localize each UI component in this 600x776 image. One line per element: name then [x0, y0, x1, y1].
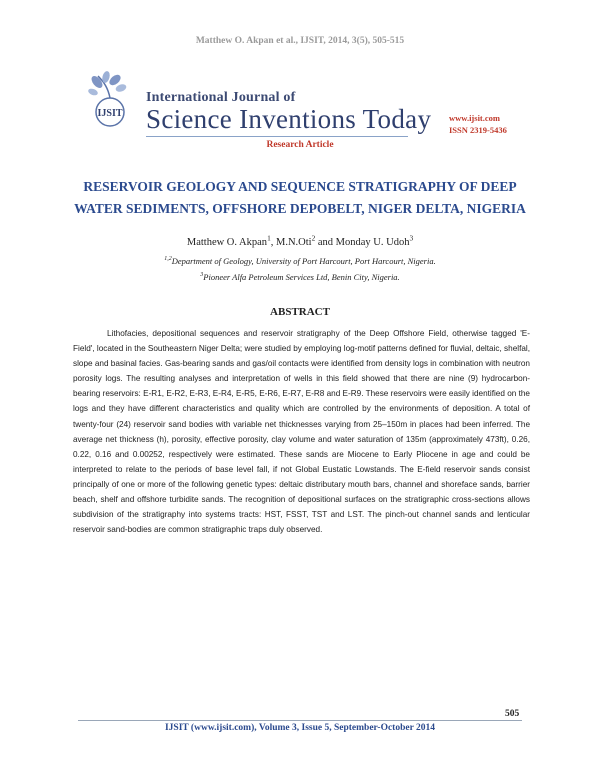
- logo-text: IJSIT: [97, 108, 123, 119]
- author-affiliation-mark: 1: [267, 233, 271, 243]
- journal-name-line2: Science Inventions Today: [146, 104, 432, 134]
- abstract-heading: ABSTRACT: [270, 306, 330, 318]
- author-name: M.N.Oti: [275, 237, 312, 248]
- article-type: Research Article: [266, 140, 334, 150]
- author-affiliation-mark: 3: [409, 233, 414, 243]
- logo-emblem-icon: [84, 68, 142, 130]
- journal-logo: [84, 68, 142, 130]
- page-number: 505: [505, 709, 520, 719]
- journal-issn: ISSN 2319-5436: [449, 125, 507, 135]
- article-title: RESERVOIR GEOLOGY AND SEQUENCE STRATIGRAPHY OF DEEP WATER SEDIMENTS, OFFSHORE DEPOBELT, NIGER DELTA, NIGERIA: [74, 179, 526, 216]
- running-head: Matthew O. Akpan et al., IJSIT, 2014, 3(5), 505-515: [195, 36, 405, 46]
- journal-divider: [146, 136, 408, 137]
- affiliation-text: Department of Geology, University of Port Harcourt, Port Harcourt, Nigeria.: [171, 256, 436, 266]
- author-name: Monday U. Udoh: [335, 237, 410, 248]
- footer-citation: IJSIT (www.ijsit.com), Volume 3, Issue 5, September-October 2014: [164, 723, 436, 733]
- affiliation: [0, 256, 600, 266]
- author-affiliation-mark: 2: [311, 233, 316, 243]
- journal-name-line1: International Journal of: [146, 90, 296, 105]
- footer-divider: [78, 720, 522, 721]
- affiliation-text: Pioneer Alfa Petroleum Services Ltd, Benin City, Nigeria.: [203, 272, 400, 282]
- journal-website[interactable]: www.ijsit.com: [449, 113, 500, 123]
- author-conjunction: and: [317, 237, 334, 248]
- affiliation-mark: 1,2: [164, 256, 172, 263]
- author-name: Matthew O. Akpan: [186, 237, 268, 248]
- affiliation-mark: 3: [200, 272, 204, 279]
- affiliation: [0, 272, 600, 282]
- author-list: Matthew O. Akpan$^1$, M.N.Oti$^2$ and Monday U. Udoh$^3$: [186, 233, 414, 248]
- abstract-body: Lithofacies, depositional sequences and reservoir stratigraphy of the Deep Offshore Field, otherwise tagged 'E-Field', located in the Southeastern Niger Delta; were studied by employing log-motif patterns defined for fluvial, deltaic, shelfal, slope and basinal facies. Gas-bearing sands and gas/oil contacts were identified from density logs in combination with neutron porosity logs. The resulting analyses and interpretation of wells in this field showed that there are nine (9) hydrocarbon-bearing reservoirs: E-R1, E-R2, E-R3, E-R4, E-R5, E-R6, E-R7, E-R8 and E-R9. These reservoirs were easily identified on the logs and they have different characteristics and quality which are controlled by the environments of deposition. A total of twenty-four (24) reservoir sand bodies with variable net thicknesses varying from 25–150m in places had been inferred. The average net thickness (h), porosity, effective porosity, clay volume and water saturation of 135m (approximately 473ft), 0.26, 0.22, 0.16 and 0.00252, respectively were estimated. These sands are Miocene to Early Pliocene in age and could be interpreted to relate to the periods of base level fall, if not Global Eustatic Lowstands. The E-field reservoir sands consist principally of one or more of the following genetic types: deltaic distributary mouth bars, channel and shoreface sands, barrier beach, shelf and offshore turbidite sands. The recognition of depositional surfaces on the stratigraphic cross-sections allows subdivision of the stratigraphy into systems tracts: HST, FSST, TST and LST. The pinch-out channel sands and lenticular reservoir sand-bodies are common stratigraphic traps duly observed.: [73, 329, 530, 535]
